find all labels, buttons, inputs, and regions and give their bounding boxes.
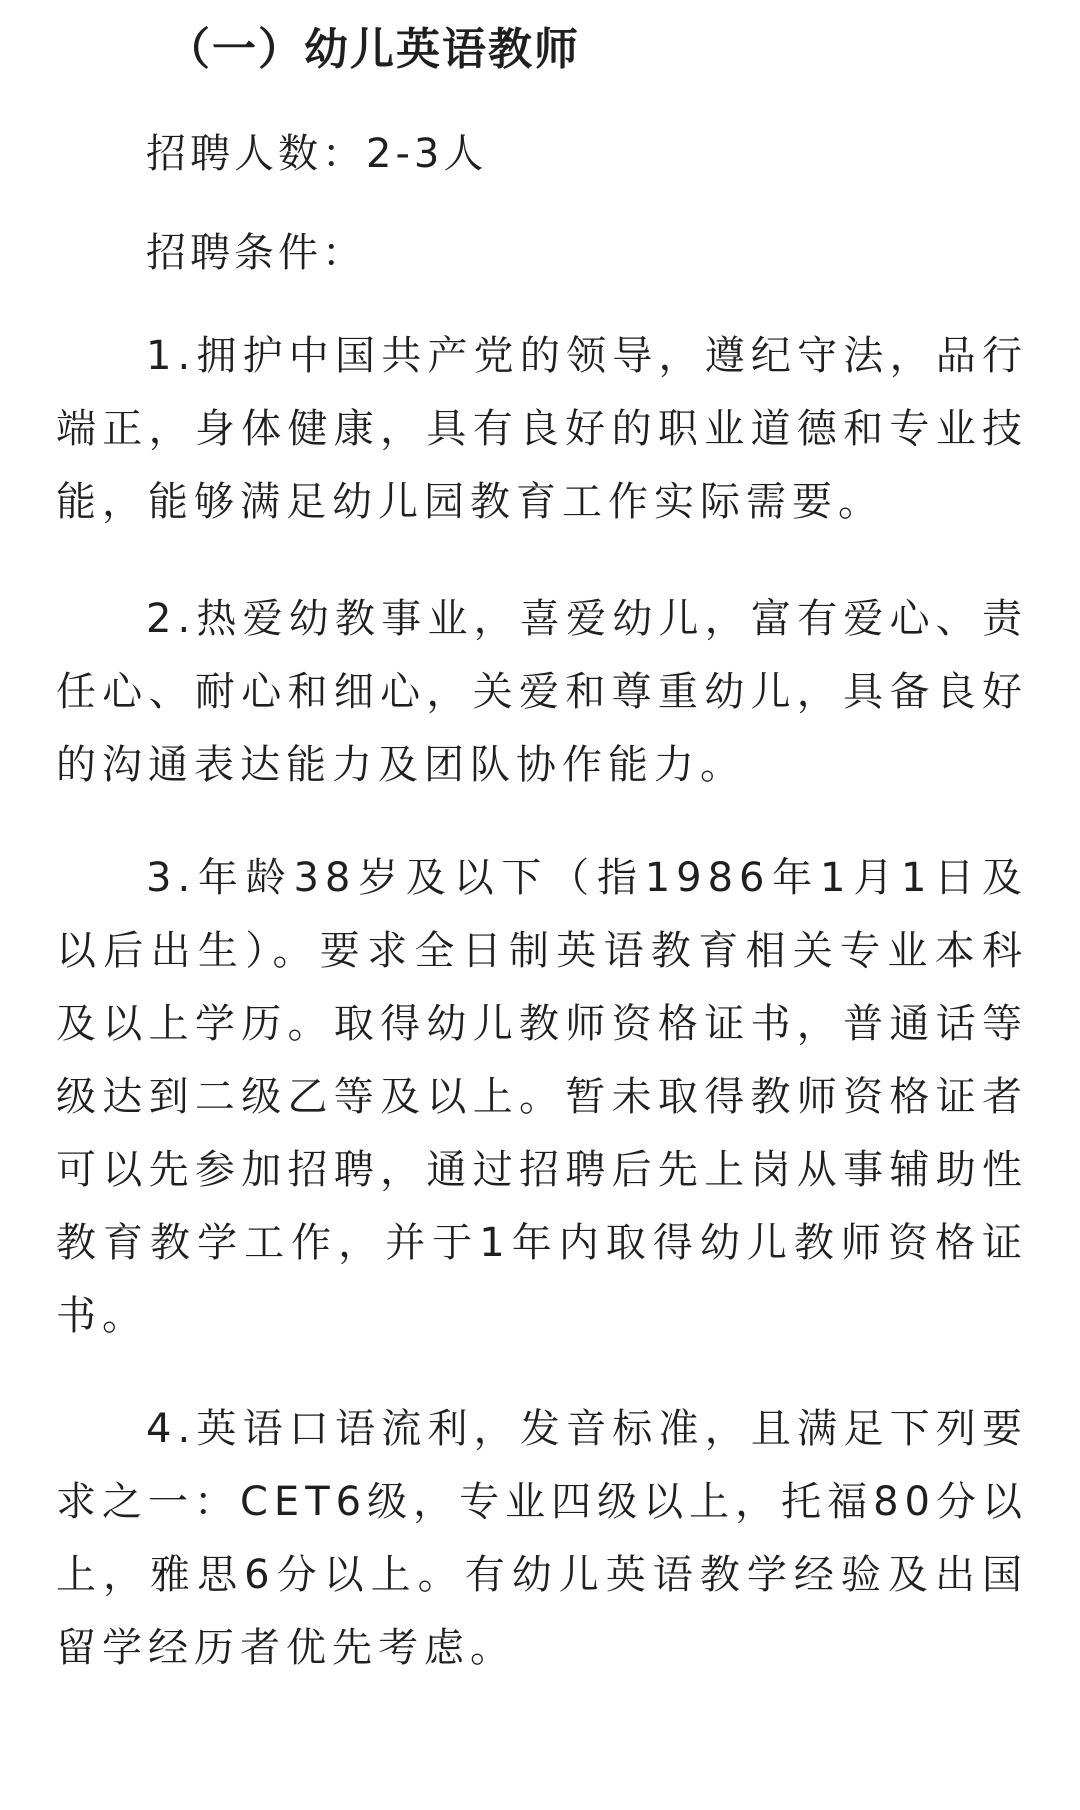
requirement-paragraph: 1.拥护中国共产党的领导，遵纪守法，品行端正，身体健康，具有良好的职业道德和专业技能，能够满足幼儿园教育工作实际需要。 <box>56 333 1028 525</box>
conditions-label: 招聘条件： <box>146 230 366 276</box>
section-title: （一）幼儿英语教师 <box>166 24 580 75</box>
requirement-paragraph: 3.年龄38岁及以下（指1986年1月1日及以后出生）。要求全日制英语教育相关专业本科及以上学历。取得幼儿教师资格证书，普通话等级达到二级乙等及以上。暂未取得教师资格证者可以先参加招聘，通过招聘后先上岗从事辅助性教育教学工作，并于1年内取得幼儿教师资格证书。 <box>56 855 1028 1339</box>
requirement-paragraph: 2.热爱幼教事业，喜爱幼儿，富有爱心、责任心、耐心和细心，关爱和尊重幼儿，具备良好的沟通表达能力及团队协作能力。 <box>56 596 1028 788</box>
requirement-paragraph: 4.英语口语流利，发音标准，且满足下列要求之一：CET6级，专业四级以上，托福80分以上，雅思6分以上。有幼儿英语教学经验及出国留学经历者优先考虑。 <box>56 1406 1028 1671</box>
recruit-count: 招聘人数：2-3人 <box>146 131 488 177</box>
